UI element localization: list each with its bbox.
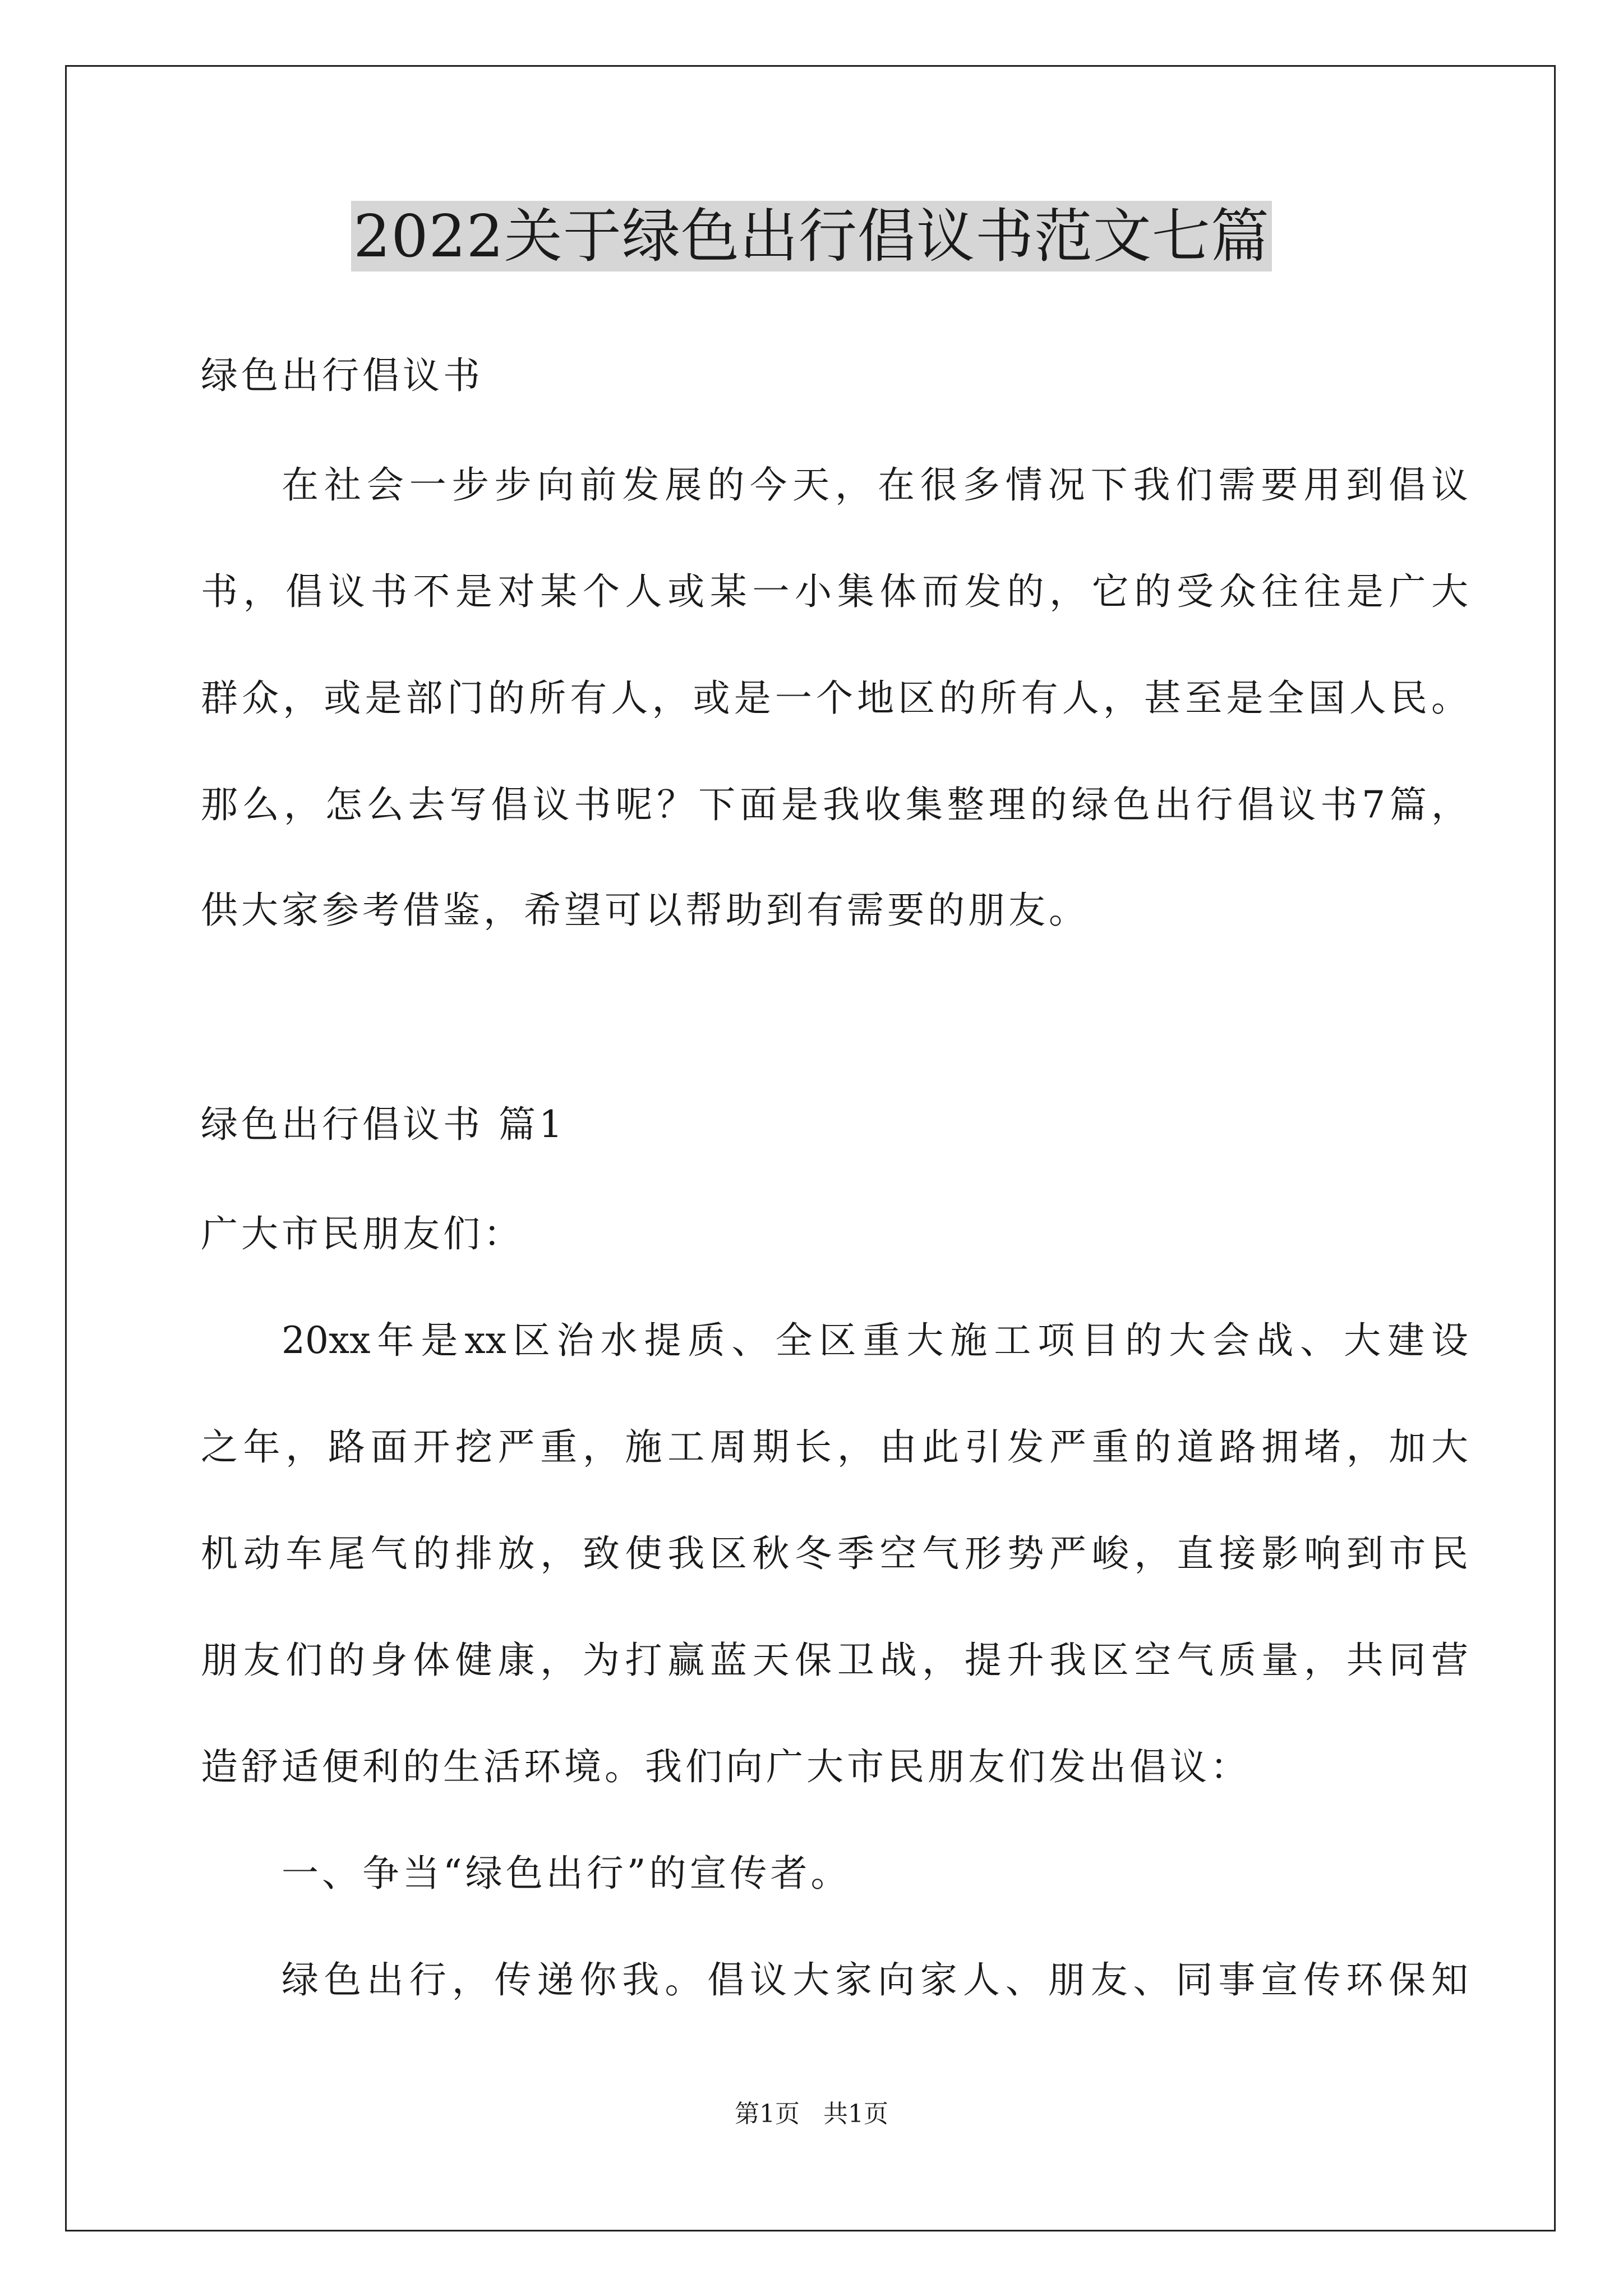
body-line-4: 朋友们的身体健康，为打赢蓝天保卫战，提升我区空气质量，共同营 xyxy=(201,1639,1468,1682)
intro-line-4: 那么，怎么去写倡议书呢？下面是我收集整理的绿色出行倡议书7篇， xyxy=(201,783,1468,826)
body-line-3: 机动车尾气的排放，致使我区秋冬季空气形势严峻，直接影响到市民 xyxy=(201,1532,1468,1575)
document-title: 2022关于绿色出行倡议书范文七篇 xyxy=(351,201,1272,272)
intro-line-1: 在社会一步步向前发展的今天，在很多情况下我们需要用到倡议 xyxy=(282,463,1468,507)
intro-line-5: 供大家参考借鉴，希望可以帮助到有需要的朋友。 xyxy=(201,889,1089,932)
body-line-1: 20xx年是xx区治水提质、全区重大施工项目的大会战、大建设 xyxy=(282,1319,1468,1362)
intro-line-2: 书，倡议书不是对某个人或某一小集体而发的，它的受众往往是广大 xyxy=(201,570,1468,613)
body-line-2: 之年，路面开挖严重，施工周期长，由此引发严重的道路拥堵，加大 xyxy=(201,1425,1468,1469)
salutation: 广大市民朋友们： xyxy=(201,1212,524,1255)
body-line-5: 造舒适便利的生活环境。我们向广大市民朋友们发出倡议： xyxy=(201,1745,1251,1788)
intro-heading: 绿色出行倡议书 xyxy=(201,354,483,397)
section-heading: 绿色出行倡议书 篇1 xyxy=(201,1103,566,1146)
point-one-text: 绿色出行，传递你我。倡议大家向家人、朋友、同事宣传环保知 xyxy=(282,1958,1468,2001)
point-one-heading: 一、争当“绿色出行”的宣传者。 xyxy=(282,1852,851,1895)
title-container xyxy=(0,201,1623,272)
page-footer: 第1页 共1页 xyxy=(735,2100,888,2128)
intro-line-3: 群众，或是部门的所有人，或是一个地区的所有人，甚至是全国人民。 xyxy=(201,677,1468,720)
